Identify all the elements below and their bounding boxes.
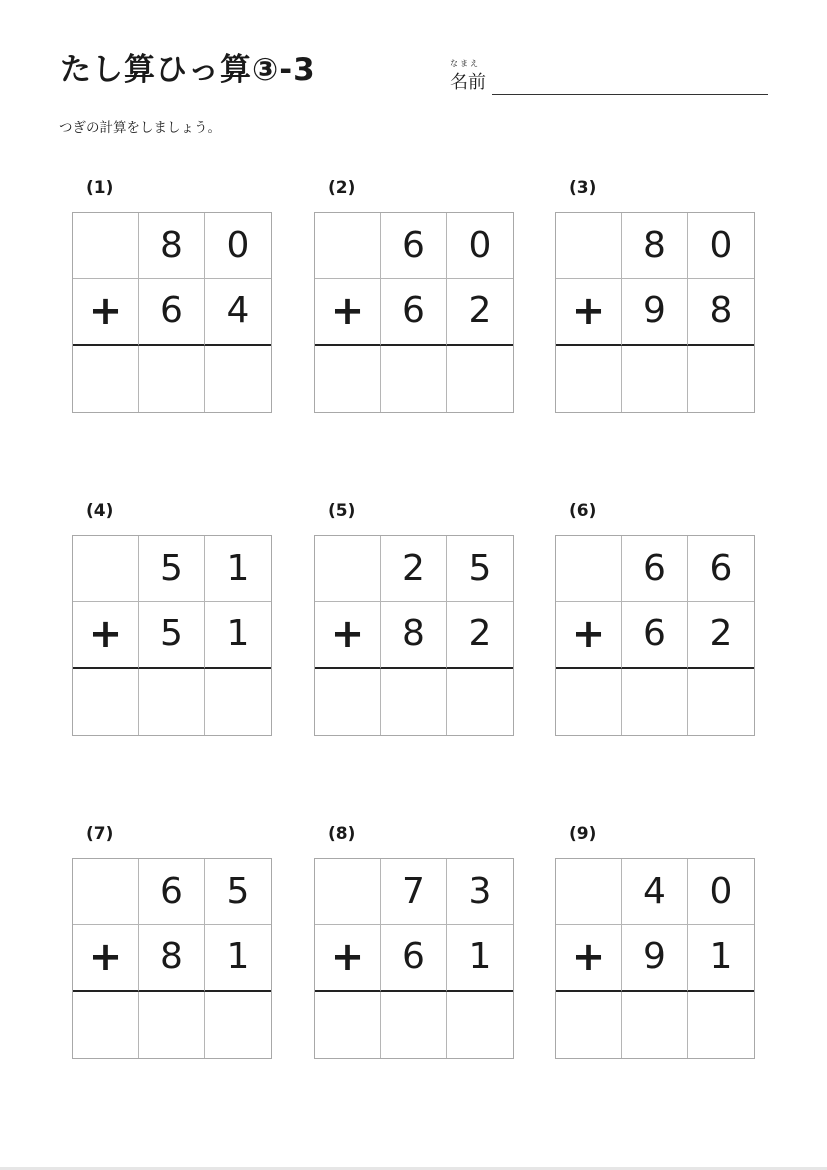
problem-grid [555,535,755,736]
digit-cell: 8 [381,602,447,668]
digit-cell: 6 [381,925,447,991]
digit-cell: 0 [688,213,754,279]
digit-cell: 1 [205,602,271,668]
digit-cell: 8 [139,213,205,279]
problem-8 [314,824,514,1064]
digit-cell: 1 [447,925,513,991]
empty-cell [73,536,139,602]
digit-cell: 6 [622,536,688,602]
problem-7 [72,824,272,1064]
answer-cell[interactable] [139,346,205,412]
digit-cell: 9 [622,925,688,991]
digit-cell: 8 [622,213,688,279]
answer-cell[interactable] [73,669,139,735]
answer-cell[interactable] [381,346,447,412]
plus-operator: + [73,925,139,991]
plus-operator: + [556,279,622,345]
digit-cell: 5 [205,859,271,925]
answer-cell[interactable] [622,669,688,735]
problem-1 [72,178,272,418]
name-field[interactable] [492,94,768,95]
digit-cell: 8 [139,925,205,991]
empty-cell [315,859,381,925]
digit-cell: 2 [447,602,513,668]
problem-label: (5) [328,501,356,521]
answer-cell[interactable] [688,669,754,735]
empty-cell [556,859,622,925]
name-area [448,58,770,98]
answer-cell[interactable] [556,669,622,735]
digit-cell: 6 [381,279,447,345]
problem-label: (6) [569,501,597,521]
answer-cell[interactable] [205,669,271,735]
problem-grid [72,858,272,1059]
name-ruby: なまえ [450,59,480,68]
problem-grid [314,212,514,413]
problem-9 [555,824,755,1064]
answer-cell[interactable] [447,669,513,735]
answer-cell[interactable] [73,992,139,1058]
problem-grid [72,535,272,736]
problem-4 [72,501,272,741]
digit-cell: 4 [205,279,271,345]
empty-cell [556,536,622,602]
answer-cell[interactable] [205,346,271,412]
answer-cell[interactable] [139,669,205,735]
problem-grid [555,212,755,413]
answer-cell[interactable] [556,992,622,1058]
digit-cell: 1 [688,925,754,991]
answer-cell[interactable] [315,346,381,412]
digit-cell: 5 [139,536,205,602]
problem-label: (7) [86,824,114,844]
answer-cell[interactable] [447,346,513,412]
answer-cell[interactable] [622,992,688,1058]
plus-operator: + [315,279,381,345]
problem-3 [555,178,755,418]
empty-cell [73,859,139,925]
plus-operator: + [556,925,622,991]
worksheet-title: たし算ひっ算③-3 [60,52,316,88]
problem-6 [555,501,755,741]
problem-5 [314,501,514,741]
digit-cell: 2 [381,536,447,602]
empty-cell [556,213,622,279]
problem-label: (9) [569,824,597,844]
digit-cell: 5 [139,602,205,668]
answer-cell[interactable] [315,992,381,1058]
digit-cell: 0 [447,213,513,279]
digit-cell: 3 [447,859,513,925]
plus-operator: + [315,925,381,991]
digit-cell: 6 [688,536,754,602]
digit-cell: 9 [622,279,688,345]
digit-cell: 6 [622,602,688,668]
problem-label: (4) [86,501,114,521]
problem-grid [314,858,514,1059]
digit-cell: 5 [447,536,513,602]
answer-cell[interactable] [381,992,447,1058]
plus-operator: + [73,602,139,668]
empty-cell [73,213,139,279]
answer-cell[interactable] [622,346,688,412]
plus-operator: + [556,602,622,668]
answer-cell[interactable] [139,992,205,1058]
problem-label: (8) [328,824,356,844]
problem-2 [314,178,514,418]
name-label: 名前 [450,72,486,93]
problem-label: (3) [569,178,597,198]
answer-cell[interactable] [556,346,622,412]
empty-cell [315,213,381,279]
digit-cell: 0 [205,213,271,279]
answer-cell[interactable] [205,992,271,1058]
digit-cell: 1 [205,536,271,602]
digit-cell: 8 [688,279,754,345]
problem-label: (1) [86,178,114,198]
digit-cell: 0 [688,859,754,925]
digit-cell: 6 [381,213,447,279]
problem-grid [555,858,755,1059]
problem-grid [72,212,272,413]
answer-cell[interactable] [381,669,447,735]
digit-cell: 6 [139,279,205,345]
plus-operator: + [73,279,139,345]
answer-cell[interactable] [315,669,381,735]
answer-cell[interactable] [688,346,754,412]
answer-cell[interactable] [73,346,139,412]
instruction-text: つぎの計算をしましょう。 [59,120,221,136]
digit-cell: 1 [205,925,271,991]
digit-cell: 2 [688,602,754,668]
digit-cell: 2 [447,279,513,345]
digit-cell: 6 [139,859,205,925]
plus-operator: + [315,602,381,668]
problem-label: (2) [328,178,356,198]
digit-cell: 4 [622,859,688,925]
answer-cell[interactable] [447,992,513,1058]
empty-cell [315,536,381,602]
answer-cell[interactable] [688,992,754,1058]
digit-cell: 7 [381,859,447,925]
problem-grid [314,535,514,736]
